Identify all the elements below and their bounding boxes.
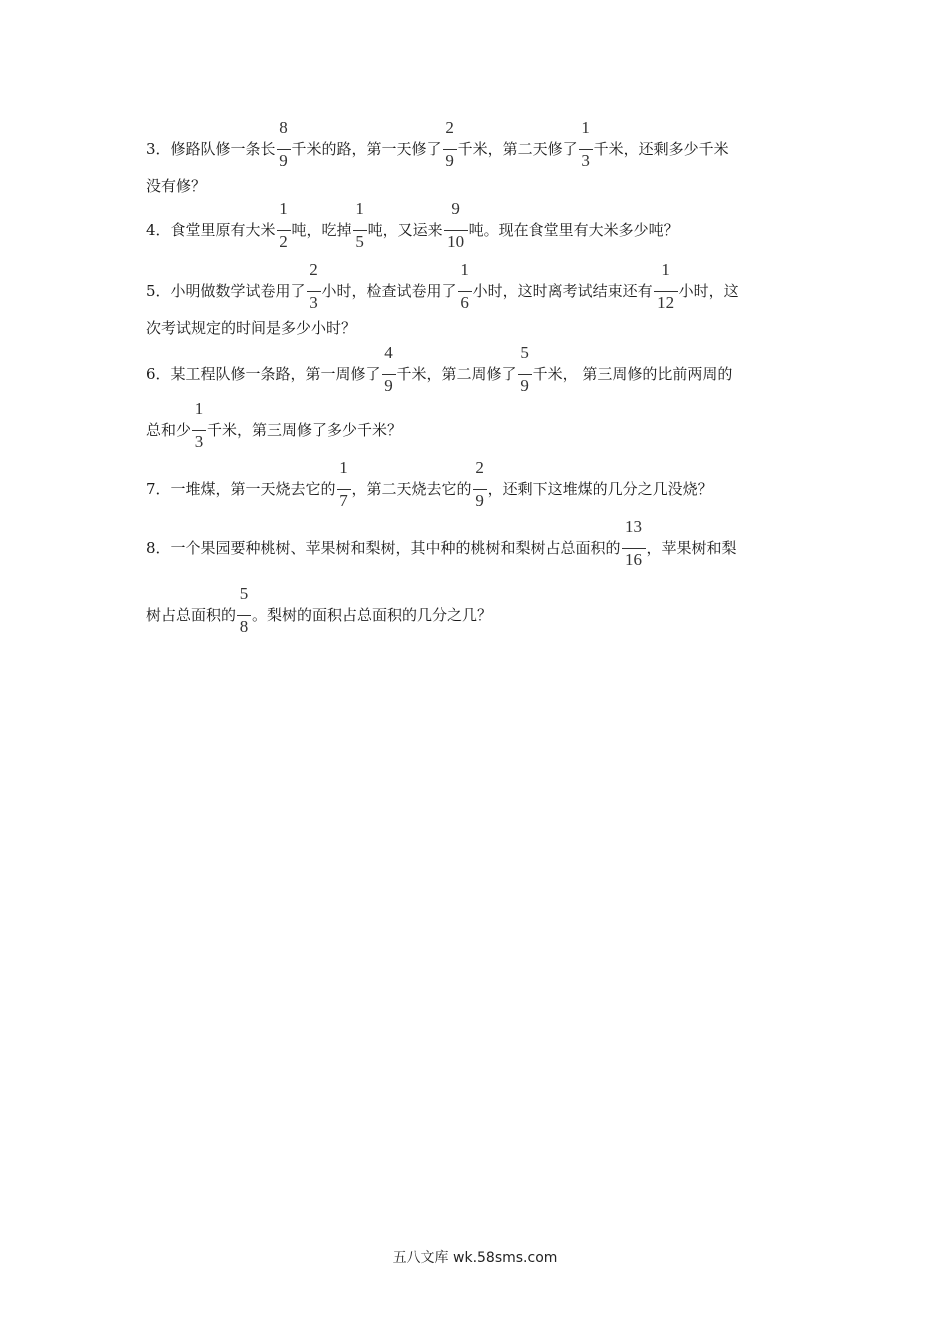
fraction-bar — [353, 230, 367, 231]
fraction — [191, 399, 207, 451]
problem-text: 没有修？ — [146, 177, 207, 195]
fraction-denominator: 9 — [445, 151, 454, 170]
fraction-bar — [579, 149, 593, 150]
problem-3-line-1 — [146, 118, 729, 170]
fraction — [443, 199, 469, 251]
fraction — [517, 343, 533, 395]
fraction — [472, 458, 488, 510]
fraction — [276, 118, 292, 170]
fraction-bar — [444, 230, 468, 231]
fraction-denominator: 12 — [657, 293, 675, 312]
problem-8-line-1 — [146, 517, 737, 569]
problem-text: 7．一堆煤，第一天烧去它的 — [146, 480, 336, 498]
fraction-denominator: 3 — [194, 432, 204, 451]
fraction-bar — [277, 149, 291, 150]
fraction-numerator: 2 — [445, 118, 454, 137]
fraction — [457, 260, 473, 312]
problem-text: 千米的路，第一天修了 — [291, 140, 442, 158]
problem-5-line-1 — [146, 260, 739, 312]
fraction-numerator: 5 — [239, 584, 249, 603]
fraction-numerator: 1 — [194, 399, 204, 418]
fraction-bar — [458, 291, 472, 292]
fraction-denominator: 6 — [460, 293, 469, 312]
fraction — [306, 260, 322, 312]
fraction — [653, 260, 679, 312]
fraction-numerator: 1 — [279, 199, 288, 218]
problem-text: 千米，第二周修了 — [396, 365, 517, 383]
problem-text: ，苹果树和梨 — [646, 539, 737, 557]
fraction-numerator: 5 — [520, 343, 529, 362]
fraction-denominator: 9 — [384, 376, 393, 395]
problem-text: 小时，这 — [678, 282, 739, 300]
fraction-bar — [443, 149, 457, 150]
problem-text: 3．修路队修一条长 — [146, 140, 276, 158]
problem-text: 树占总面积的 — [146, 606, 237, 624]
problem-text: 。梨树的面积占总面积的几分之几？ — [252, 606, 493, 624]
fraction-denominator: 10 — [447, 232, 465, 251]
fraction-denominator: 5 — [355, 232, 364, 251]
footer-watermark: 五八文库 wk.58sms.com — [392, 1250, 558, 1266]
fraction-numerator: 13 — [625, 517, 643, 536]
fraction-denominator: 3 — [309, 293, 318, 312]
fraction — [578, 118, 594, 170]
problem-text: 8．一个果园要种桃树、苹果树和梨树，其中种的桃树和梨树占总面积的 — [146, 539, 621, 557]
fraction — [336, 458, 352, 510]
problem-text: 吨，又运来 — [367, 221, 443, 239]
fraction-bar — [192, 430, 206, 431]
fraction — [442, 118, 458, 170]
fraction-numerator: 1 — [355, 199, 364, 218]
fraction-denominator: 7 — [339, 491, 348, 510]
fraction-numerator: 9 — [451, 199, 460, 218]
fraction-bar — [622, 548, 646, 549]
problem-6-line-2 — [146, 399, 403, 451]
fraction-numerator: 2 — [309, 260, 318, 279]
problem-text: 次考试规定的时间是多少小时？ — [146, 319, 357, 337]
fraction-bar — [277, 230, 291, 231]
fraction-bar — [337, 489, 351, 490]
fraction-numerator: 1 — [581, 118, 590, 137]
problem-text: 小时，这时离考试结束还有 — [472, 282, 653, 300]
fraction-numerator: 1 — [460, 260, 469, 279]
problem-text: 千米，还剩多少千米 — [593, 140, 729, 158]
fraction-bar — [473, 489, 487, 490]
fraction-numerator: 2 — [475, 458, 484, 477]
fraction-denominator: 9 — [520, 376, 529, 395]
problem-text: 千米，第二天修了 — [457, 140, 578, 158]
problem-text: 4．食堂里原有大米 — [146, 221, 276, 239]
problem-text: 5．小明做数学试卷用了 — [146, 282, 306, 300]
fraction — [381, 343, 397, 395]
fraction-denominator: 3 — [581, 151, 590, 170]
fraction-denominator: 16 — [625, 550, 643, 569]
fraction-denominator: 2 — [279, 232, 288, 251]
fraction-numerator: 1 — [339, 458, 348, 477]
problem-8-line-2 — [146, 584, 493, 636]
problem-text: 总和少 — [146, 421, 192, 439]
fraction-bar — [518, 374, 532, 375]
fraction — [236, 584, 252, 636]
fraction-bar — [382, 374, 396, 375]
fraction-bar — [654, 291, 678, 292]
problem-3-line-2 — [146, 176, 206, 196]
problem-text: 小时，检查试卷用了 — [321, 282, 457, 300]
problem-4-line-1 — [146, 199, 679, 251]
problem-5-line-2 — [146, 318, 356, 338]
fraction-denominator: 9 — [475, 491, 484, 510]
fraction-numerator: 1 — [661, 260, 670, 279]
fraction — [621, 517, 647, 569]
problem-text: ，还剩下这堆煤的几分之几没烧？ — [487, 480, 713, 498]
fraction-numerator: 8 — [279, 118, 288, 137]
fraction — [276, 199, 292, 251]
problem-text: 6．某工程队修一条路，第一周修了 — [146, 365, 381, 383]
problem-text: 千米， 第三周修的比前两周的 — [532, 365, 733, 383]
problem-6-line-1 — [146, 343, 733, 395]
problem-text: 吨。现在食堂里有大米多少吨？ — [468, 221, 679, 239]
fraction-bar — [307, 291, 321, 292]
fraction — [352, 199, 368, 251]
fraction-bar — [237, 615, 251, 616]
problem-7-line-1 — [146, 458, 713, 510]
fraction-denominator: 9 — [279, 151, 288, 170]
fraction-denominator: 8 — [239, 617, 249, 636]
problem-text: 千米，第三周修了多少千米？ — [207, 421, 403, 439]
problem-text: ，第二天烧去它的 — [351, 480, 472, 498]
fraction-numerator: 4 — [384, 343, 393, 362]
problem-text: 吨，吃掉 — [291, 221, 352, 239]
